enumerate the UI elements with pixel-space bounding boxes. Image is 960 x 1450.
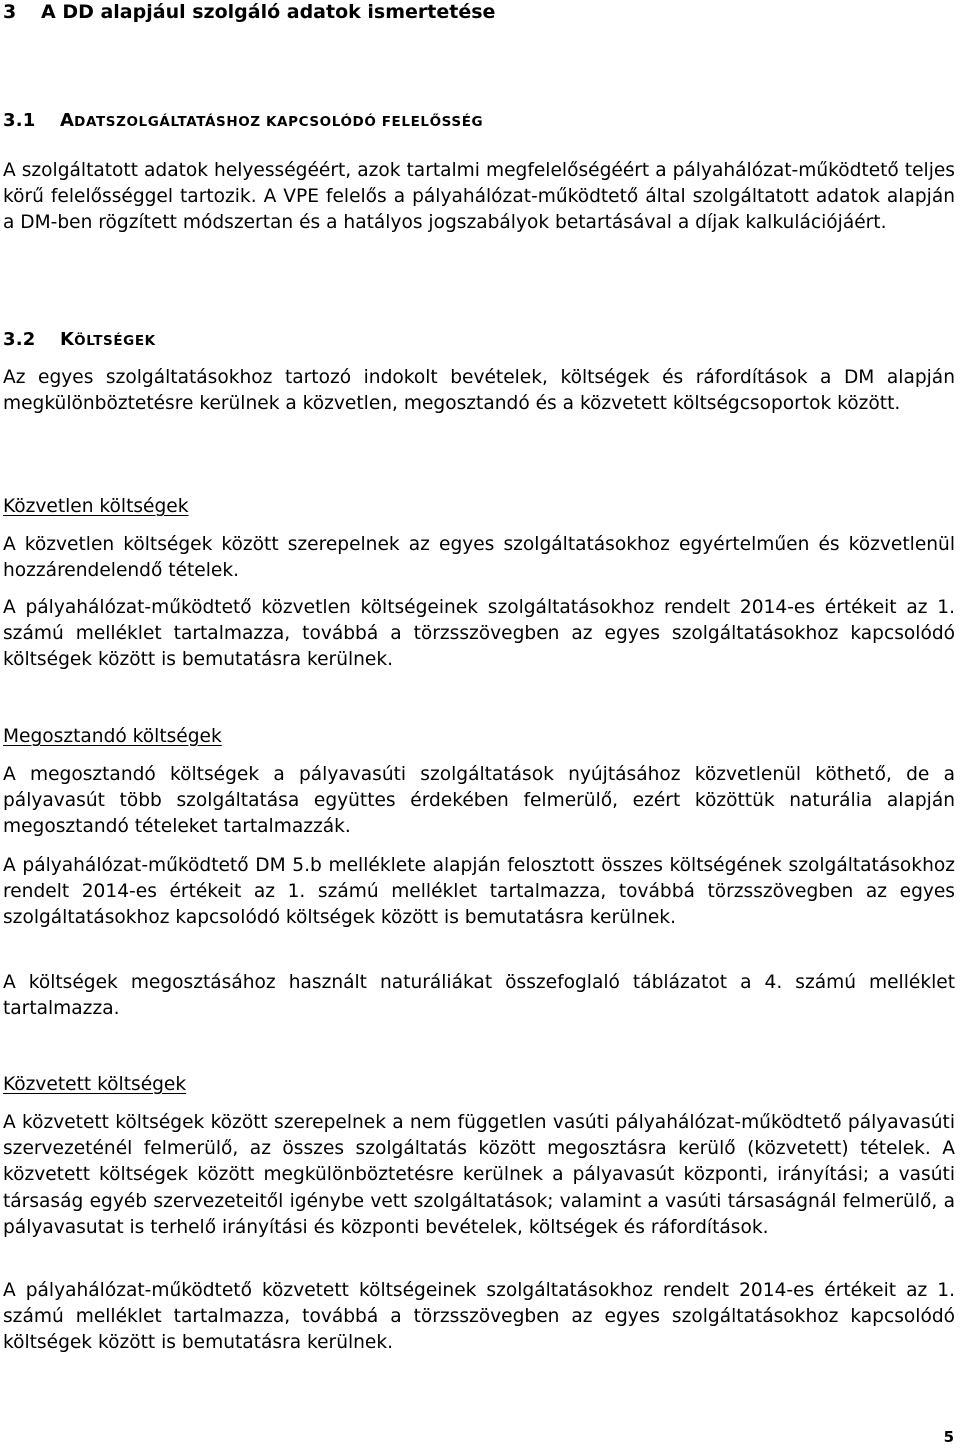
subsection-number: 3.2 [3, 329, 36, 350]
subsection-title: DATSZOLGÁLTATÁSHOZ KAPCSOLÓDÓ FELELŐSSÉG [74, 114, 484, 130]
indirect-costs-paragraph-1: A közvetett költségek között szerepelnek a nem független vasúti pályahálózat-működtető pályavasúti szervezeténél felmerülő, az összes szolgáltatás között megosztásra kerülő (közvetett) tételek. A közvetett költségek között megkülönböztetésre kerülnek a pályavasút központi, irányítási; a vasúti társaság egyéb szervezeteitől igénybe vett szolgáltatások; valamint a vasúti társaságnál felmerülő, a pályavasutat is terhelő irányítási és központi bevételek, költségek és ráfordítások. [3, 1112, 955, 1238]
shared-costs-heading: Megosztandó költségek [3, 726, 222, 747]
page-number: 5 [943, 1428, 954, 1446]
section-number: 3 [3, 1, 17, 23]
section-title: A DD alapjául szolgáló adatok ismertetése [41, 1, 496, 23]
subsection-title: ÖLTSÉGEK [74, 333, 156, 349]
section-heading [3, 0, 955, 24]
subsection-heading-costs [3, 328, 955, 353]
shared-costs-paragraph-3: A költségek megosztásához használt naturáliákat összefoglaló táblázatot a 4. számú melléklet tartalmazza. [3, 972, 955, 1020]
subsection-heading-responsibility [3, 109, 955, 134]
shared-costs-paragraph-1: A megosztandó költségek a pályavasúti szolgáltatások nyújtásához közvetlenül köthető, de a pályavasút több szolgáltatása együttes érdekében felmerülő, ezért közöttük naturália alapján megosztandó tételeket tartalmazzák. [3, 764, 955, 838]
responsibility-paragraph: A szolgáltatott adatok helyességéért, azok tartalmi megfelelőségéért a pályahálózat-működtető teljes körű felelősséggel tartozik. A VPE felelős a pályahálózat-működtető által szolgáltatott adatok alapján a DM-ben rögzített módszertan és a hatályos jogszabályok betartásával a díjak kalkulációjáért. [3, 160, 955, 234]
indirect-costs-paragraph-2: A pályahálózat-működtető közvetett költségeinek szolgáltatásokhoz rendelt 2014-es értékeit az 1. számú melléklet tartalmazza, továbbá a törzsszövegben az egyes szolgáltatásokhoz kapcsolódó költségek között is bemutatásra kerülnek. [3, 1280, 955, 1354]
subsection-title-initial: K [60, 329, 75, 350]
shared-costs-paragraph-2: A pályahálózat-működtető DM 5.b melléklete alapján felosztott összes költségének szolgáltatásokhoz rendelt 2014-es értékeit az 1. számú melléklet tartalmazza, továbbá törzsszövegben az egyes szolgáltatásokhoz kapcsolódó költségek között is bemutatásra kerülnek. [3, 855, 955, 929]
direct-costs-paragraph-1: A közvetlen költségek között szerepelnek az egyes szolgáltatásokhoz egyértelműen és közvetlenül hozzárendelendő tételek. [3, 534, 955, 582]
costs-intro-paragraph: Az egyes szolgáltatásokhoz tartozó indokolt bevételek, költségek és ráfordítások a DM alapján megkülönböztetésre kerülnek a közvetlen, megosztandó és a közvetett költségcsoportok között. [3, 367, 955, 415]
direct-costs-paragraph-2: A pályahálózat-működtető közvetlen költségeinek szolgáltatásokhoz rendelt 2014-es értékeit az 1. számú melléklet tartalmazza, továbbá a törzsszövegben az egyes szolgáltatásokhoz kapcsolódó költségek között is bemutatásra kerülnek. [3, 597, 955, 671]
subsection-number: 3.1 [3, 110, 36, 131]
indirect-costs-heading: Közvetett költségek [3, 1074, 187, 1095]
direct-costs-heading: Közvetlen költségek [3, 496, 189, 517]
subsection-title-initial: A [60, 110, 75, 131]
